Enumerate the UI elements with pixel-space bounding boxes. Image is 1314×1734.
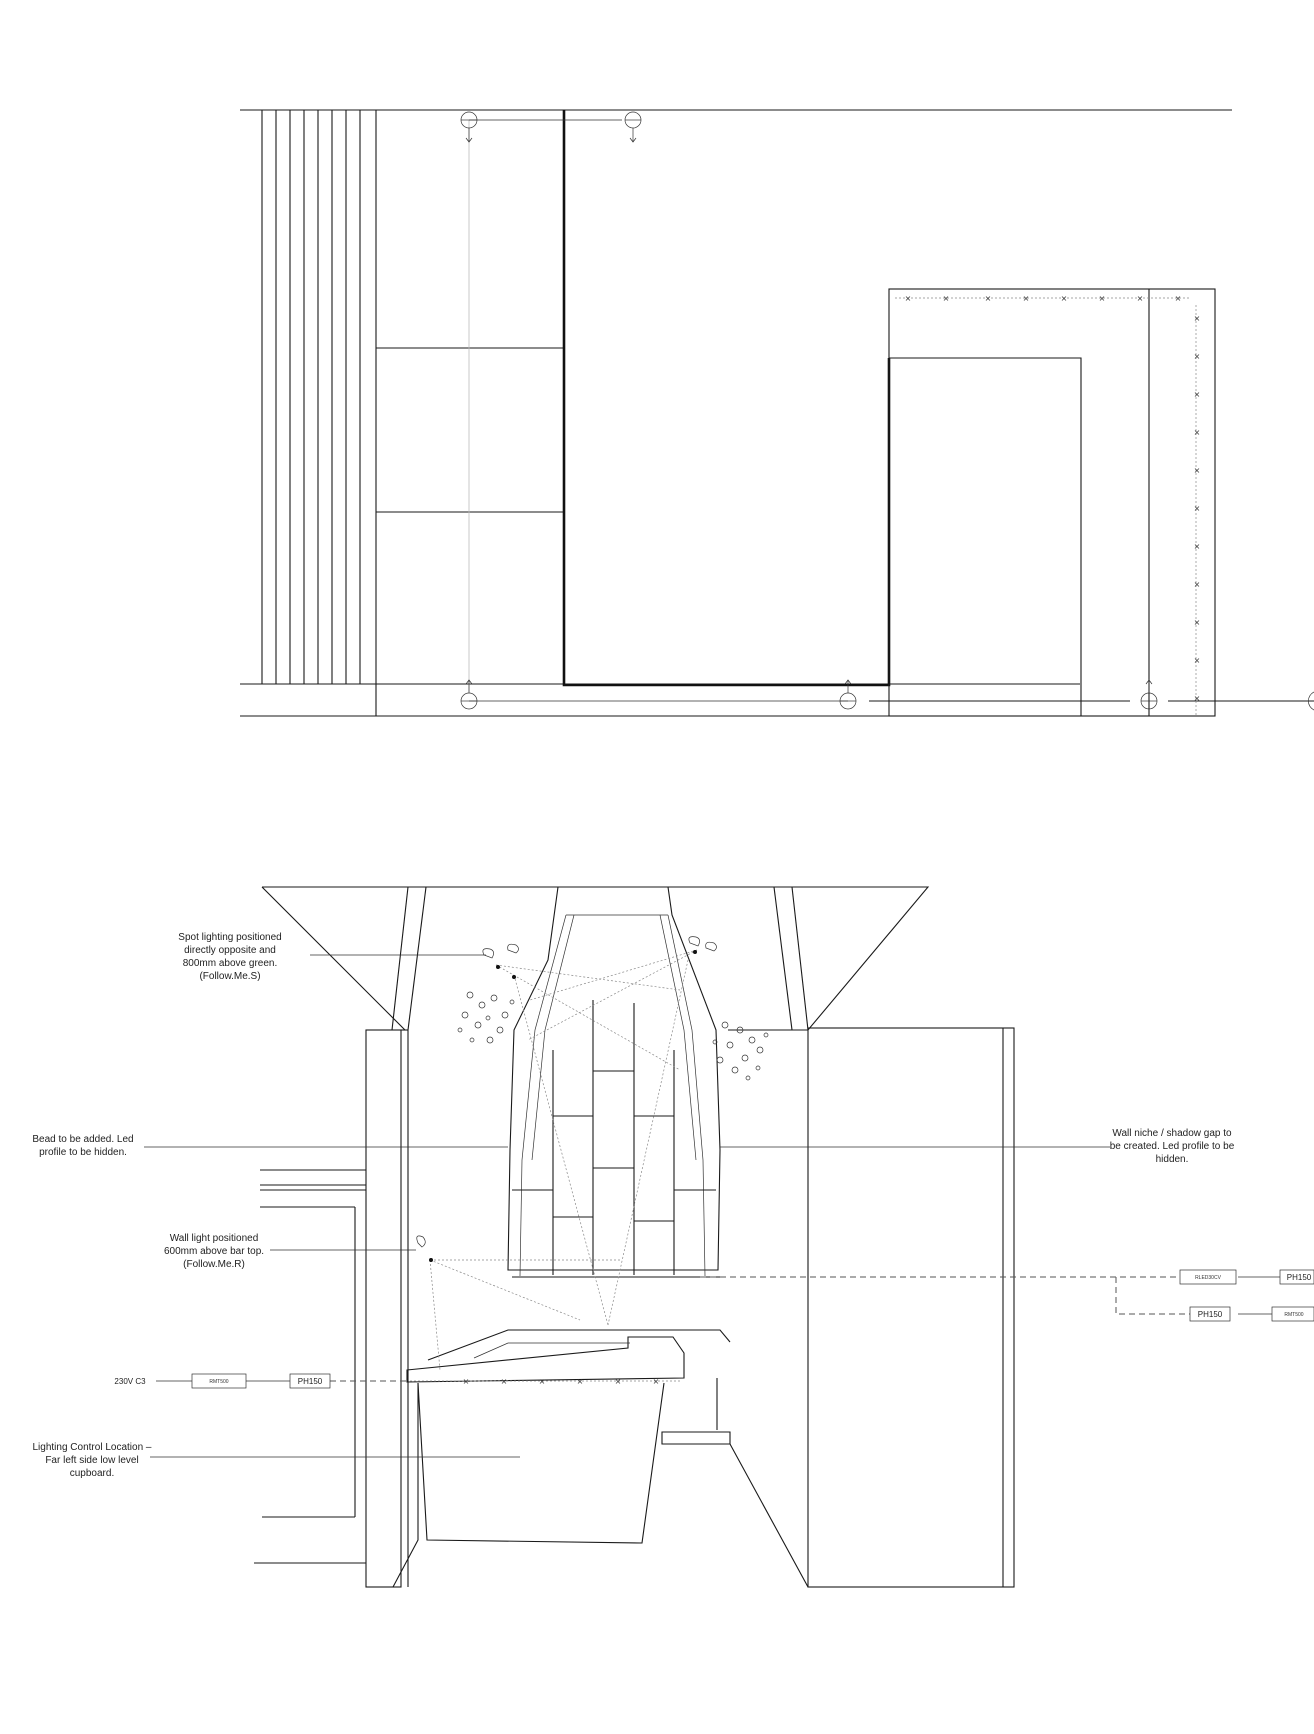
driver-right-top [1180, 1270, 1236, 1284]
supply-label: 230V C3 [114, 1377, 146, 1386]
svg-text:×: × [1193, 694, 1201, 703]
svg-text:×: × [1193, 580, 1201, 589]
note-line: profile to be hidden. [39, 1147, 127, 1158]
led-strip-marker-icon [895, 294, 1200, 716]
svg-text:×: × [614, 1377, 622, 1386]
unit-label: PH150 [1286, 1273, 1312, 1282]
unit-right-top [1280, 1270, 1314, 1284]
spotlight-icon [483, 944, 519, 979]
note-line: 800mm above green. [182, 958, 278, 969]
svg-text:×: × [1193, 352, 1201, 361]
driver-left [192, 1374, 246, 1388]
driver-label: RLED30CV [1195, 1275, 1221, 1281]
note-line: directly opposite and [184, 945, 276, 956]
driver-label: RMT500 [209, 1379, 229, 1385]
svg-text:×: × [1060, 294, 1068, 303]
perspective-view [144, 887, 1280, 1587]
foliage-icon [458, 992, 514, 1043]
note-wall-light [164, 1233, 264, 1270]
svg-text:×: × [500, 1377, 508, 1386]
driver-right-bottom [1272, 1307, 1314, 1321]
note-line: 600mm above bar top. [163, 1246, 265, 1257]
note-spot-lighting [178, 932, 281, 982]
vertical-slats [262, 110, 376, 716]
note-line: Spot lighting positioned [178, 932, 282, 943]
note-wall-niche [1110, 1128, 1235, 1165]
light-beam-lines [430, 950, 697, 1370]
svg-text:×: × [1193, 504, 1201, 513]
svg-text:×: × [942, 294, 950, 303]
elevation-view [240, 110, 1314, 716]
note-line: be created. Led profile to be [1109, 1141, 1235, 1152]
unit-left [290, 1374, 330, 1388]
svg-text:×: × [1098, 294, 1106, 303]
svg-text:×: × [1193, 314, 1201, 323]
svg-text:×: × [984, 294, 992, 303]
foliage-icon [713, 1022, 768, 1080]
note-line: (Follow.Me.R) [183, 1259, 245, 1270]
section-marker-icon [625, 112, 641, 142]
wall-light-icon [417, 1236, 433, 1262]
svg-text:×: × [652, 1377, 660, 1386]
svg-text:×: × [1174, 294, 1182, 303]
svg-text:×: × [576, 1377, 584, 1386]
unit-label: PH150 [1197, 1310, 1223, 1319]
svg-text:×: × [1193, 618, 1201, 627]
note-control-location [33, 1442, 152, 1479]
svg-text:×: × [1193, 390, 1201, 399]
niche-shelves [512, 1000, 720, 1277]
svg-text:×: × [1193, 428, 1201, 437]
svg-text:×: × [1022, 294, 1030, 303]
svg-text:×: × [904, 294, 912, 303]
svg-text:×: × [1136, 294, 1144, 303]
note-line: Wall light positioned [169, 1233, 259, 1244]
note-line: (Follow.Me.S) [199, 971, 261, 982]
svg-text:×: × [538, 1377, 546, 1386]
note-line: Bead to be added. Led [32, 1134, 134, 1145]
svg-text:×: × [1193, 542, 1201, 551]
note-line: Wall niche / shadow gap to [1112, 1128, 1232, 1139]
note-line: cupboard. [69, 1468, 115, 1479]
note-bead [32, 1134, 133, 1158]
note-line: hidden. [1155, 1154, 1189, 1165]
note-line: Far left side low level [45, 1455, 139, 1466]
svg-text:×: × [1193, 656, 1201, 665]
svg-text:×: × [462, 1377, 470, 1386]
unit-label: PH150 [297, 1377, 323, 1386]
note-line: Lighting Control Location – [32, 1442, 152, 1453]
svg-text:×: × [1193, 466, 1201, 475]
driver-label: RMT500 [1284, 1312, 1304, 1318]
unit-right-bottom [1190, 1307, 1230, 1321]
